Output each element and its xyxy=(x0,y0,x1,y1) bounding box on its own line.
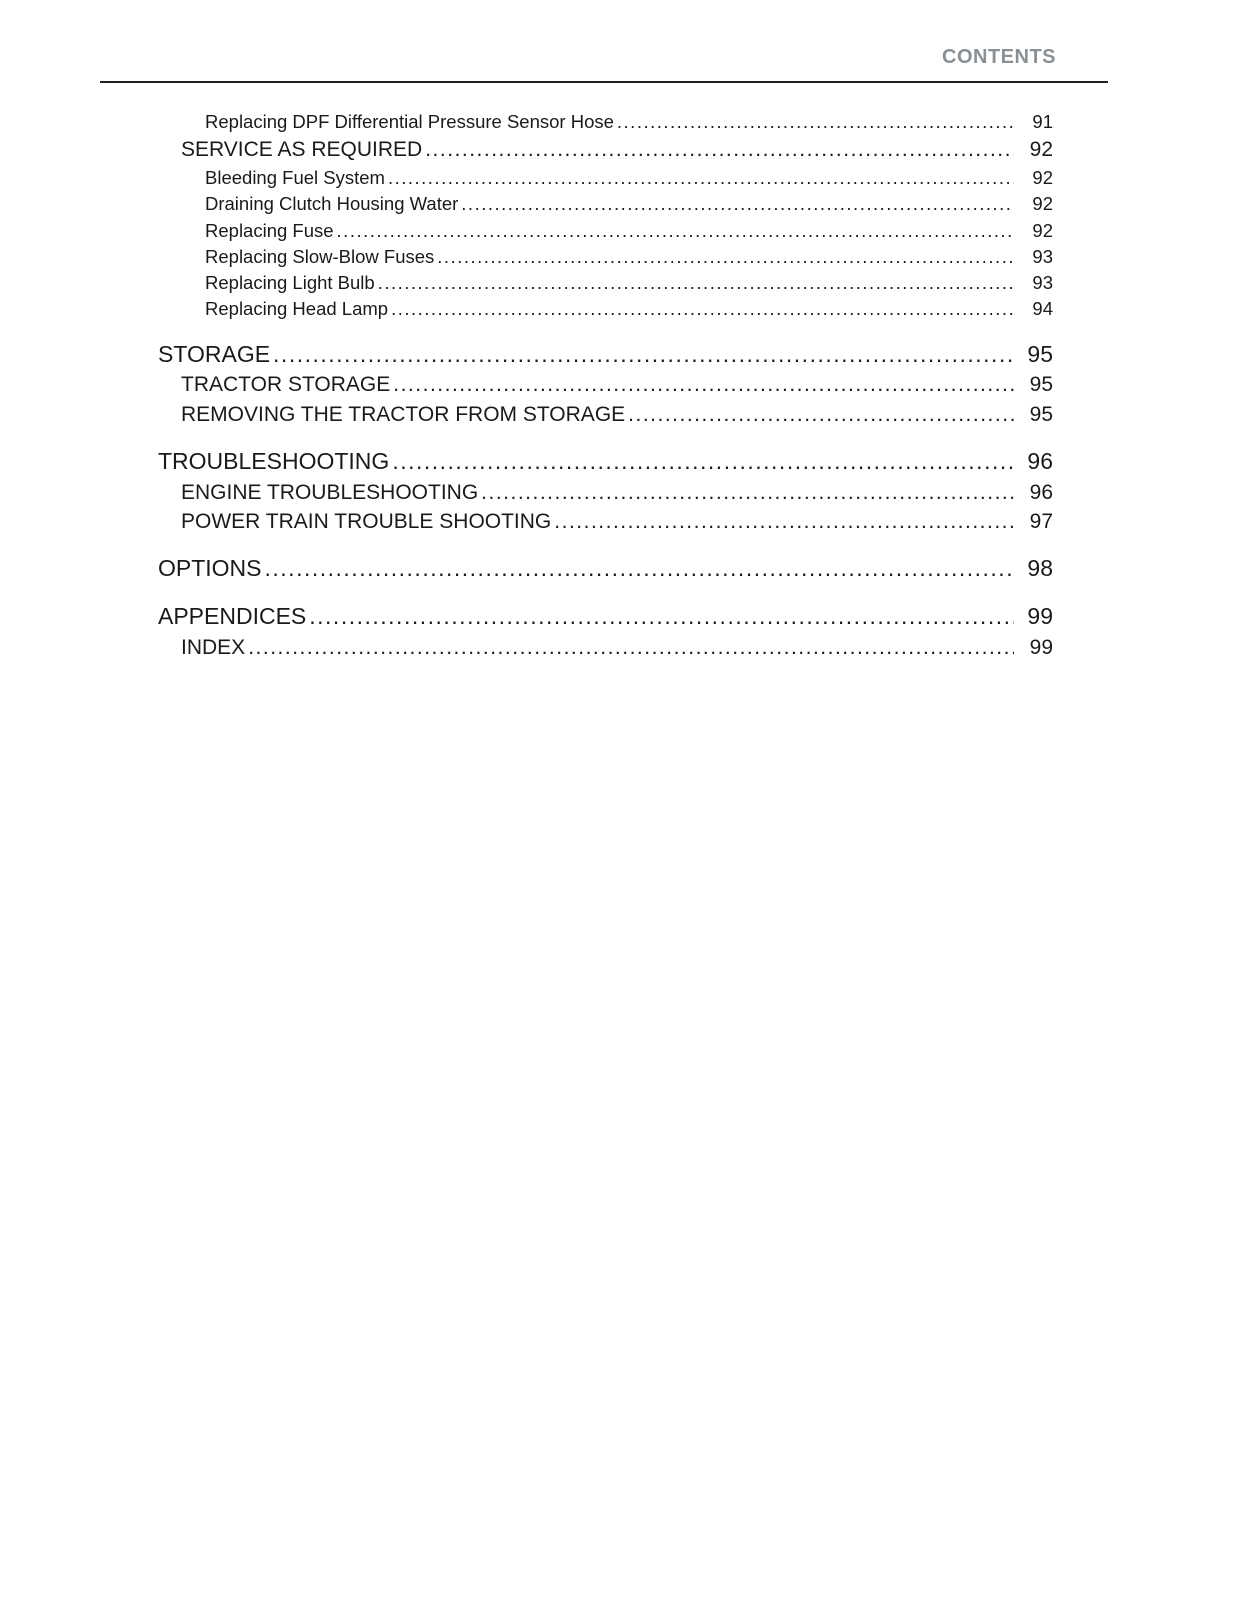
toc-entry[interactable] xyxy=(181,370,1053,400)
toc-entry[interactable] xyxy=(158,600,1053,633)
toc-entry[interactable] xyxy=(205,296,1053,322)
dot-leader xyxy=(392,445,1014,478)
toc-entry[interactable] xyxy=(181,633,1053,663)
dot-leader xyxy=(461,191,1014,217)
dot-leader xyxy=(628,400,1014,430)
toc-entry-page: 96 xyxy=(1027,447,1053,474)
dot-leader xyxy=(378,270,1014,296)
dot-leader xyxy=(388,165,1014,191)
toc-entry-title: Replacing Head Lamp xyxy=(205,298,389,320)
dot-leader xyxy=(393,370,1014,400)
dot-leader xyxy=(437,244,1014,270)
toc-entry-page: 95 xyxy=(1029,403,1053,427)
toc-entry[interactable] xyxy=(181,400,1053,430)
dot-leader xyxy=(425,135,1014,165)
toc-entry[interactable] xyxy=(158,552,1053,585)
toc-entry-page: 91 xyxy=(1032,111,1053,132)
toc-entry-page: 98 xyxy=(1027,555,1053,582)
toc-entry-page: 93 xyxy=(1032,245,1053,267)
toc-entry-title: TRACTOR STORAGE xyxy=(181,373,391,397)
toc-entry-page: 99 xyxy=(1027,602,1053,629)
toc-entry-page: 99 xyxy=(1029,635,1053,659)
toc-entry-title: STORAGE xyxy=(158,340,271,367)
toc-entry-title: Replacing Fuse xyxy=(205,219,334,241)
toc-entry-page: 92 xyxy=(1032,193,1053,215)
toc-entry-title: REMOVING THE TRACTOR FROM STORAGE xyxy=(181,403,626,427)
dot-leader xyxy=(248,633,1014,663)
toc-entry-page: 95 xyxy=(1029,373,1053,397)
toc-entry[interactable] xyxy=(205,218,1053,244)
dot-leader xyxy=(273,338,1014,371)
toc-entry-title: POWER TRAIN TROUBLE SHOOTING xyxy=(181,510,552,534)
toc-entry-title: SERVICE AS REQUIRED xyxy=(181,138,423,162)
toc-entry-title: Replacing Light Bulb xyxy=(205,272,375,294)
toc-entry-page: 92 xyxy=(1029,138,1053,162)
dot-leader xyxy=(391,296,1014,322)
toc-entry-page: 97 xyxy=(1029,510,1053,534)
toc-entry[interactable] xyxy=(158,445,1053,478)
toc-entry-title: Replacing DPF Differential Pressure Sensor Hose xyxy=(205,111,614,132)
dot-leader xyxy=(309,600,1014,633)
toc-entry-page: 92 xyxy=(1032,167,1053,189)
dot-leader xyxy=(265,552,1014,585)
toc-entry-page: 93 xyxy=(1032,272,1053,294)
dot-leader xyxy=(337,218,1014,244)
dot-leader xyxy=(554,507,1014,537)
toc-entry-title: OPTIONS xyxy=(158,555,262,582)
toc-entry[interactable] xyxy=(181,507,1053,537)
toc-entry[interactable] xyxy=(181,135,1053,165)
toc-entry[interactable] xyxy=(181,478,1053,508)
toc-entry[interactable] xyxy=(158,338,1053,371)
toc-entry-title: Replacing Slow-Blow Fuses xyxy=(205,245,435,267)
toc-entry[interactable] xyxy=(205,270,1053,296)
toc-entry-title: ENGINE TROUBLESHOOTING xyxy=(181,480,479,504)
dot-leader xyxy=(617,109,1014,135)
toc-entry[interactable] xyxy=(205,165,1053,191)
toc-list xyxy=(0,109,1236,662)
toc-entry[interactable] xyxy=(205,191,1053,217)
header-title: CONTENTS xyxy=(942,46,1056,68)
toc-entry-title: Draining Clutch Housing Water xyxy=(205,193,459,215)
toc-entry-page: 95 xyxy=(1027,340,1053,367)
toc-entry-title: Bleeding Fuel System xyxy=(205,167,385,189)
toc-entry[interactable] xyxy=(205,109,1053,135)
toc-entry-page: 92 xyxy=(1032,219,1053,241)
toc-entry-title: TROUBLESHOOTING xyxy=(158,447,390,474)
toc-entry-page: 96 xyxy=(1029,480,1053,504)
toc-entry-title: INDEX xyxy=(181,635,246,659)
page-header xyxy=(100,0,1056,69)
header-rule xyxy=(100,81,1108,83)
toc-entry-page: 94 xyxy=(1032,298,1053,320)
toc-entry-title: APPENDICES xyxy=(158,602,307,629)
dot-leader xyxy=(481,478,1014,508)
toc-entry[interactable] xyxy=(205,244,1053,270)
